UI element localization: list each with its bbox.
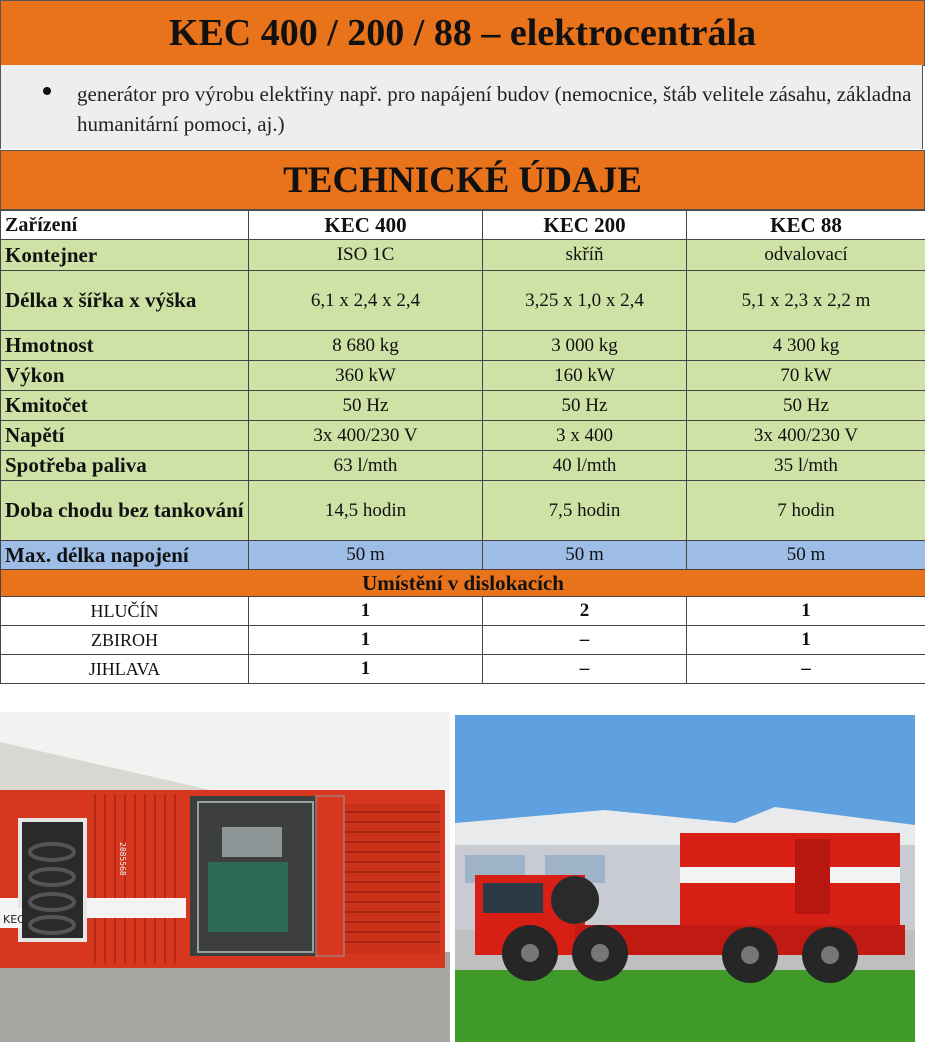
location-name: HLUČÍN — [1, 597, 249, 626]
table-cell: – — [483, 655, 687, 684]
row-label: Kontejner — [1, 240, 249, 271]
row-label: Napětí — [1, 421, 249, 451]
truck-generator-image — [455, 715, 915, 1042]
header-cell: Zařízení — [1, 211, 249, 240]
table-row — [1, 421, 925, 451]
table-cell: 3 x 400 — [483, 421, 687, 451]
table-cell: 7,5 hodin — [483, 481, 687, 541]
table-cell: 50 Hz — [483, 391, 687, 421]
table-cell: 6,1 x 2,4 x 2,4 — [249, 271, 483, 331]
table-row — [1, 240, 925, 271]
table-cell: 8 680 kg — [249, 331, 483, 361]
table-row — [1, 391, 925, 421]
table-row — [1, 271, 925, 331]
max-length-row — [1, 541, 925, 570]
table-cell: 35 l/mth — [687, 451, 925, 481]
table-cell: 40 l/mth — [483, 451, 687, 481]
row-label: Kmitočet — [1, 391, 249, 421]
table-row — [1, 361, 925, 391]
bullet-icon — [43, 87, 51, 95]
header-cell: KEC 88 — [687, 211, 925, 240]
table-cell: 1 — [249, 626, 483, 655]
row-label: Hmotnost — [1, 331, 249, 361]
table-cell: 360 kW — [249, 361, 483, 391]
table-cell: 2 — [483, 597, 687, 626]
table-cell: skříň — [483, 240, 687, 271]
locations-title-row — [1, 570, 925, 597]
table-cell: 14,5 hodin — [249, 481, 483, 541]
row-label: Spotřeba paliva — [1, 451, 249, 481]
section-title: TECHNICKÉ ÚDAJE — [0, 150, 925, 210]
table-cell: 3x 400/230 V — [687, 421, 925, 451]
container-label: KEC — [3, 913, 25, 926]
table-cell: 5,1 x 2,3 x 2,2 m — [687, 271, 925, 331]
table-cell: 50 m — [687, 541, 925, 570]
table-cell: 50 Hz — [249, 391, 483, 421]
table-cell: ISO 1C — [249, 240, 483, 271]
table-cell: 4 300 kg — [687, 331, 925, 361]
location-row — [1, 655, 925, 684]
location-row — [1, 626, 925, 655]
table-row — [1, 331, 925, 361]
spec-table — [0, 210, 925, 684]
table-cell: – — [483, 626, 687, 655]
table-cell: 7 hodin — [687, 481, 925, 541]
truck-photo — [455, 715, 915, 1042]
table-cell: 50 m — [483, 541, 687, 570]
table-row — [1, 451, 925, 481]
row-label: Doba chodu bez tankování — [1, 481, 249, 541]
header-cell: KEC 400 — [249, 211, 483, 240]
container-photo — [0, 712, 450, 1042]
location-name: JIHLAVA — [1, 655, 249, 684]
container-generator-image — [0, 712, 450, 1042]
table-cell: 70 kW — [687, 361, 925, 391]
table-cell: 1 — [249, 655, 483, 684]
table-cell: 3 000 kg — [483, 331, 687, 361]
container-serial: 2885568 — [118, 842, 127, 876]
description-text: generátor pro výrobu elektřiny např. pro napájení budov (nemocnice, štáb velitele zásahu, základna humanitární pomoci, aj.) — [77, 82, 912, 136]
locations-title: Umístění v dislokacích — [1, 570, 925, 597]
header-cell: KEC 200 — [483, 211, 687, 240]
document-title: KEC 400 / 200 / 88 – elektrocentrála — [0, 0, 925, 66]
table-cell: 63 l/mth — [249, 451, 483, 481]
description-box — [0, 65, 923, 149]
row-label: Výkon — [1, 361, 249, 391]
table-cell: 1 — [687, 597, 925, 626]
table-cell: 1 — [687, 626, 925, 655]
table-cell: 160 kW — [483, 361, 687, 391]
location-name: ZBIROH — [1, 626, 249, 655]
table-cell: – — [687, 655, 925, 684]
table-cell: 50 m — [249, 541, 483, 570]
table-header-row — [1, 211, 925, 240]
location-row — [1, 597, 925, 626]
table-row — [1, 481, 925, 541]
table-cell: 1 — [249, 597, 483, 626]
table-cell: 3,25 x 1,0 x 2,4 — [483, 271, 687, 331]
row-label: Délka x šířka x výška — [1, 271, 249, 331]
table-cell: 50 Hz — [687, 391, 925, 421]
row-label: Max. délka napojení — [1, 541, 249, 570]
table-cell: 3x 400/230 V — [249, 421, 483, 451]
table-cell: odvalovací — [687, 240, 925, 271]
